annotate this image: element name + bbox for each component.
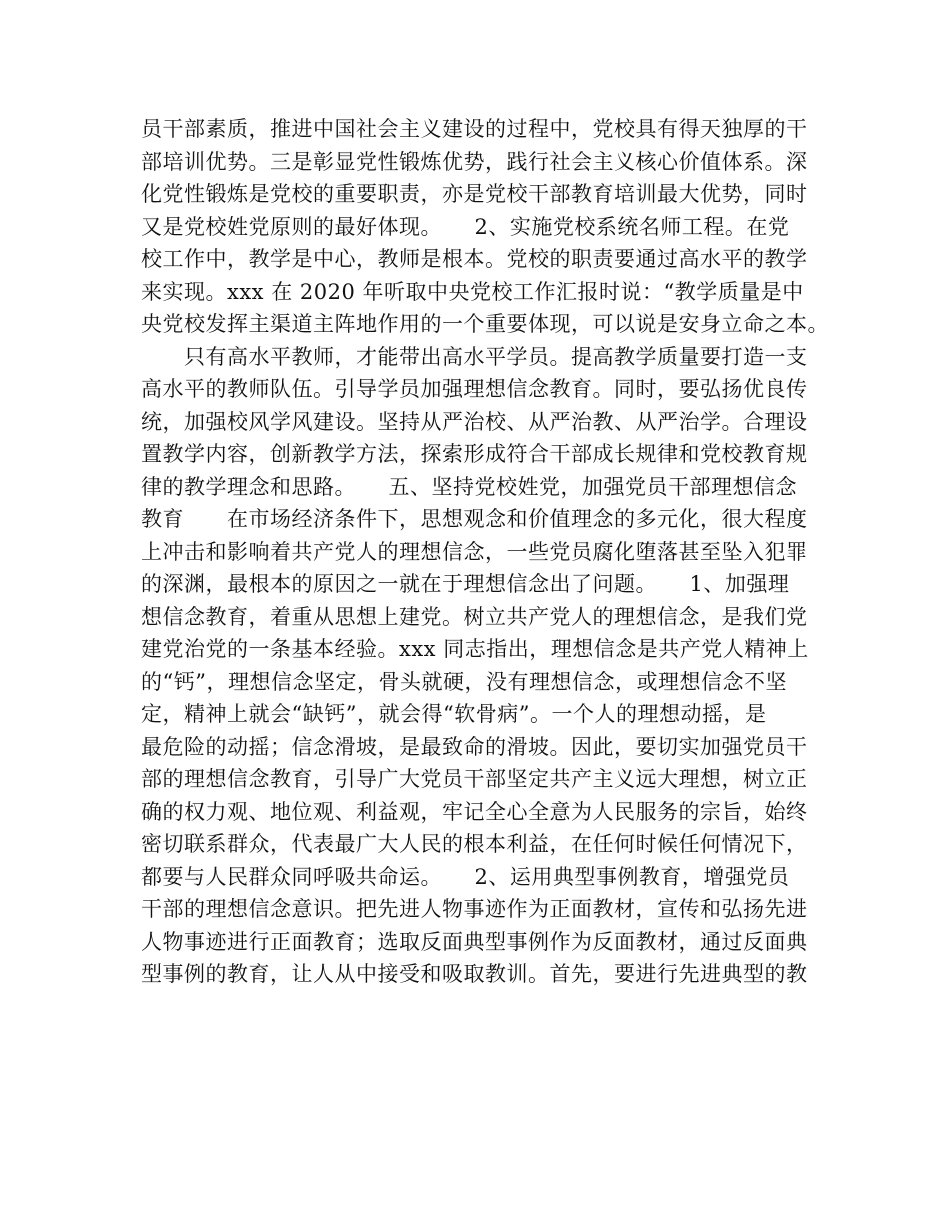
text-line: 密切联系群众，代表最广大人民的根本利益，在任何时候任何情况下， (141, 832, 808, 856)
text-line: 建党治党的一条基本经验。xxx 同志指出，理想信念是共产党人精神上 (141, 637, 809, 661)
text-line: 律的教学理念和思路。 五、坚持党校姓党，加强党员干部理想信念 (141, 474, 797, 499)
text-line: 置教学内容，创新教学方法，探索形成符合干部成长规律和党校教育规 (141, 442, 808, 466)
text-line: 都要与人民群众同呼吸共命运。 2、运用典型事例教育，增强党员 (141, 864, 790, 889)
text-line: 最危险的动摇；信念滑坡，是最致命的滑坡。因此，要切实加强党员干 (141, 734, 808, 759)
text-line: 确的权力观、地位观、利益观，牢记全心全意为人民服务的宗旨，始终 (141, 799, 808, 824)
text-line: 化党性锻炼是党校的重要职责，亦是党校干部教育培训最大优势，同时 (141, 182, 808, 206)
text-line: 人物事迹进行正面教育；选取反面典型事例作为反面教材，通过反面典 (141, 929, 808, 954)
text-line: 部培训优势。三是彰显党性锻炼优势，践行社会主义核心价值体系。深 (141, 149, 808, 174)
text-line: 型事例的教育，让人从中接受和吸取教训。首先，要进行先进典型的教 (141, 962, 808, 986)
text-line: 来实现。xxx 在 2020 年听取中央党校工作汇报时说：“教学质量是中 (141, 279, 804, 304)
text-line: 上冲击和影响着共产党人的理想信念，一些党员腐化堕落甚至坠入犯罪 (141, 539, 808, 564)
body-text (141, 113, 829, 991)
text-line: 校工作中，教学是中心，教师是根本。党校的职责要通过高水平的教学 (141, 247, 808, 271)
text-line: 干部的理想信念意识。把先进人物事迹作为正面教材，宣传和弘扬先进 (141, 897, 808, 921)
text-line: 统，加强校风学风建设。坚持从严治校、从严治教、从严治学。合理设 (141, 409, 808, 434)
text-line: 央党校发挥主渠道主阵地作用的一个重要体现，可以说是安身立命之本。 (141, 312, 829, 336)
text-line: 教育 在市场经济条件下，思想观念和价值理念的多元化，很大程度 (141, 507, 808, 531)
text-line: 的深渊，最根本的原因之一就在于理想信念出了问题。 1、加强理 (141, 572, 790, 596)
text-line: 又是党校姓党原则的最好体现。 2、实施党校系统名师工程。在党 (141, 214, 790, 239)
text-line: 只有高水平教师，才能带出高水平学员。提高教学质量要打造一支 (141, 344, 808, 369)
text-line: 定，精神上就会“缺钙”，就会得“软骨病”。一个人的理想动摇，是 (141, 702, 767, 726)
text-line: 员干部素质，推进中国社会主义建设的过程中，党校具有得天独厚的干 (141, 117, 808, 141)
text-line: 想信念教育，着重从思想上建党。树立共产党人的理想信念，是我们党 (141, 604, 808, 629)
text-line: 的“钙”，理想信念坚定，骨头就硬，没有理想信念，或理想信念不坚 (141, 669, 787, 694)
text-line: 部的理想信念教育，引导广大党员干部坚定共产主义远大理想，树立正 (141, 767, 808, 791)
text-line: 高水平的教师队伍。引导学员加强理想信念教育。同时，要弘扬优良传 (141, 377, 808, 401)
